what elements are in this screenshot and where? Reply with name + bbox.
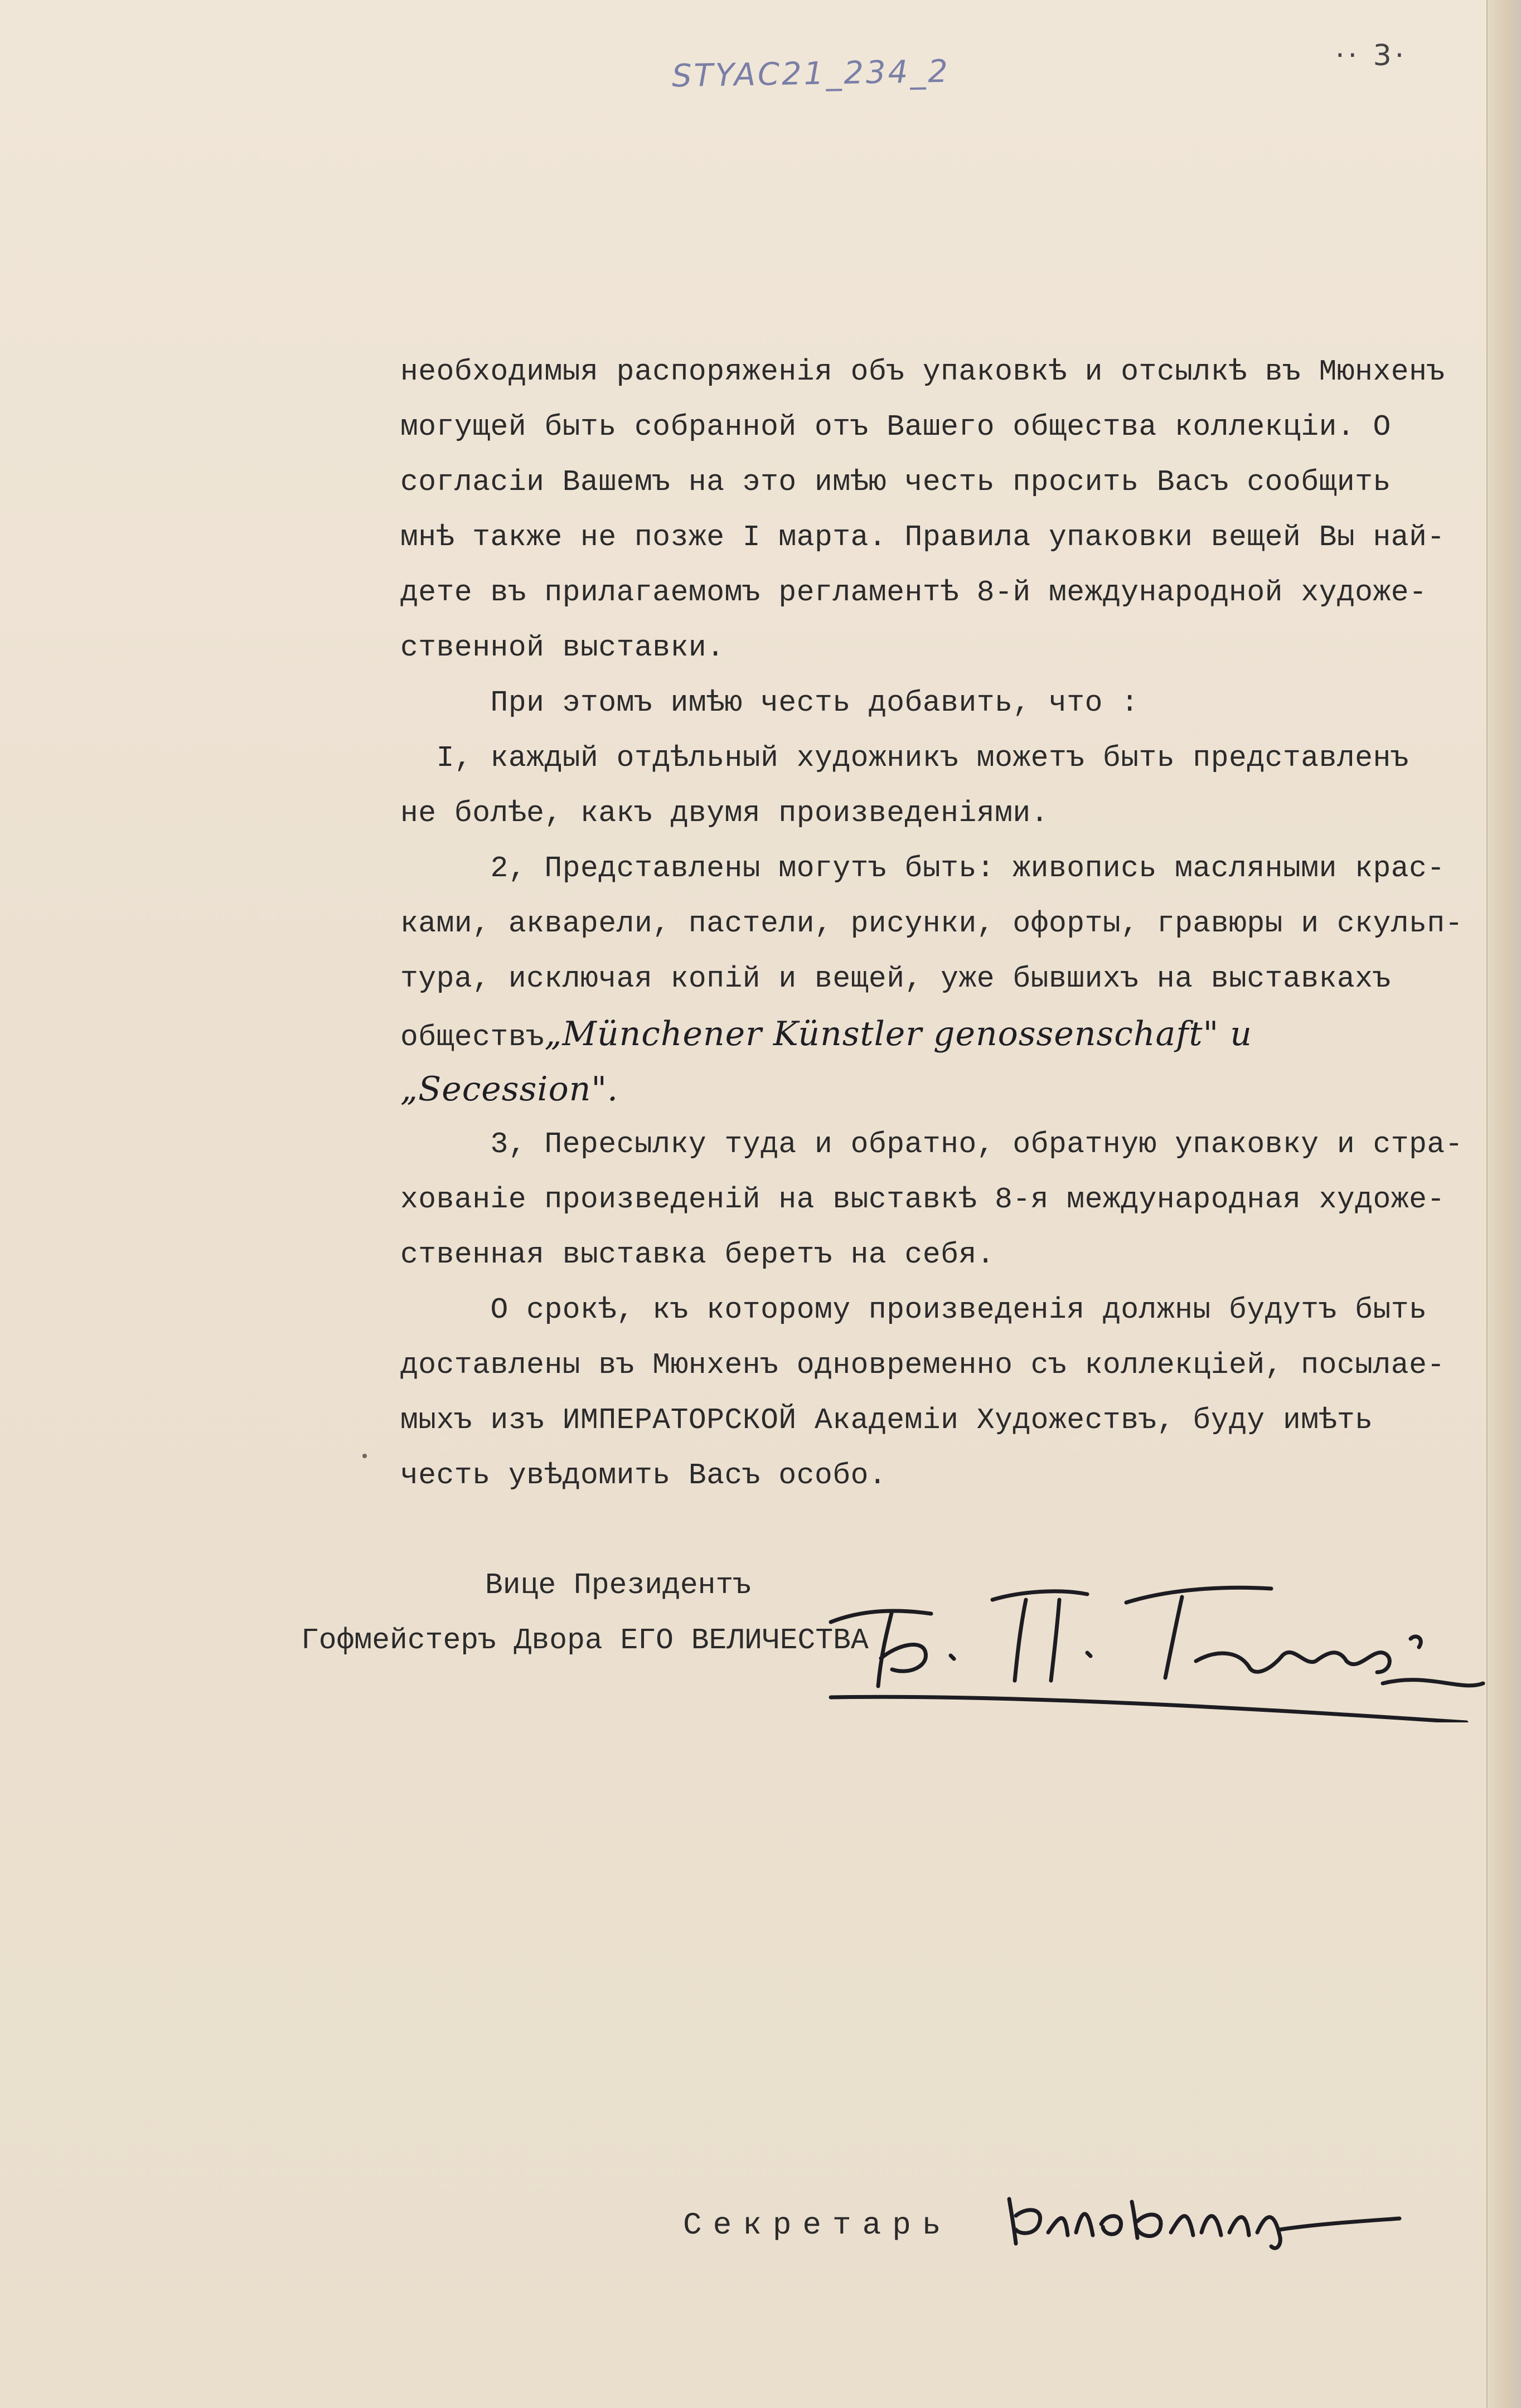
body-line: 2, Представлены могутъ быть: живопись масляными крас- (400, 852, 1445, 885)
body-line: могущей быть собранной отъ Вашего общества коллекціи. О (400, 410, 1391, 444)
societies-prefix: обществъ (400, 1021, 545, 1054)
body-line: При этомъ имѣю честь добавить, что : (400, 686, 1139, 720)
body-line: мнѣ также не позже I марта. Правила упаковки вещей Вы най- (400, 521, 1445, 554)
vice-president-title: Вице Президентъ (485, 1569, 752, 1602)
body-line: доставлены въ Мюнхенъ одновременно съ коллекціей, посылае- (400, 1348, 1445, 1382)
body-line: 3, Пересылку туда и обратно, обратную упаковку и стра- (400, 1128, 1464, 1161)
body-line: необходимыя распоряженія объ упаковкѣ и отсылкѣ въ Мюнхенъ (400, 355, 1445, 389)
body-line: I, каждый отдѣльный художникъ можетъ быть представленъ (400, 741, 1409, 775)
body-line: дете въ прилагаемомъ регламентѣ 8-й международной художе- (400, 576, 1427, 609)
archive-code-mark: STYAC21_234_2 (671, 53, 951, 95)
body-line: ками, акварели, пастели, рисунки, офорты, гравюры и скульп- (400, 907, 1464, 940)
corner-page-mark: ·· 3· (1335, 39, 1408, 72)
body-line-secession (400, 1062, 1460, 1117)
vice-president-signature (825, 1555, 1494, 1722)
handwritten-secession: „Secession". (400, 1070, 619, 1109)
secretary-label: Секретарь (683, 2207, 952, 2243)
handwritten-societies: „Münchener Künstler genossenschaft" и (544, 1014, 1252, 1054)
body-line: согласіи Вашемъ на это имѣю честь просить Васъ сообщить (400, 465, 1391, 499)
paper-right-edge (1486, 0, 1521, 2408)
secretary-signature (1004, 2182, 1405, 2255)
letter-body (400, 344, 1464, 1503)
court-title: Гофмейстеръ Двора ЕГО ВЕЛИЧЕСТВА (301, 1624, 869, 1657)
body-line: ственной выставки. (400, 631, 725, 664)
body-line: тура, исключая копій и вещей, уже бывшихъ на выставкахъ (400, 962, 1391, 996)
body-line: мыхъ изъ ИМПЕРАТОРСКОЙ Академіи Художествъ, буду имѣть (400, 1404, 1373, 1437)
body-line: честь увѣдомить Васъ особо. (400, 1459, 887, 1492)
signatory-titles (301, 1558, 869, 1668)
body-line: ственная выставка беретъ на себя. (400, 1238, 995, 1271)
body-line: О срокѣ, къ которому произведенія должны будутъ быть (400, 1293, 1427, 1327)
body-line: хованіе произведеній на выставкѣ 8-я международная художе- (400, 1183, 1445, 1216)
ink-dot (362, 1454, 367, 1458)
body-line: не болѣе, какъ двумя произведеніями. (400, 797, 1049, 830)
body-line-societies (400, 1007, 1460, 1062)
